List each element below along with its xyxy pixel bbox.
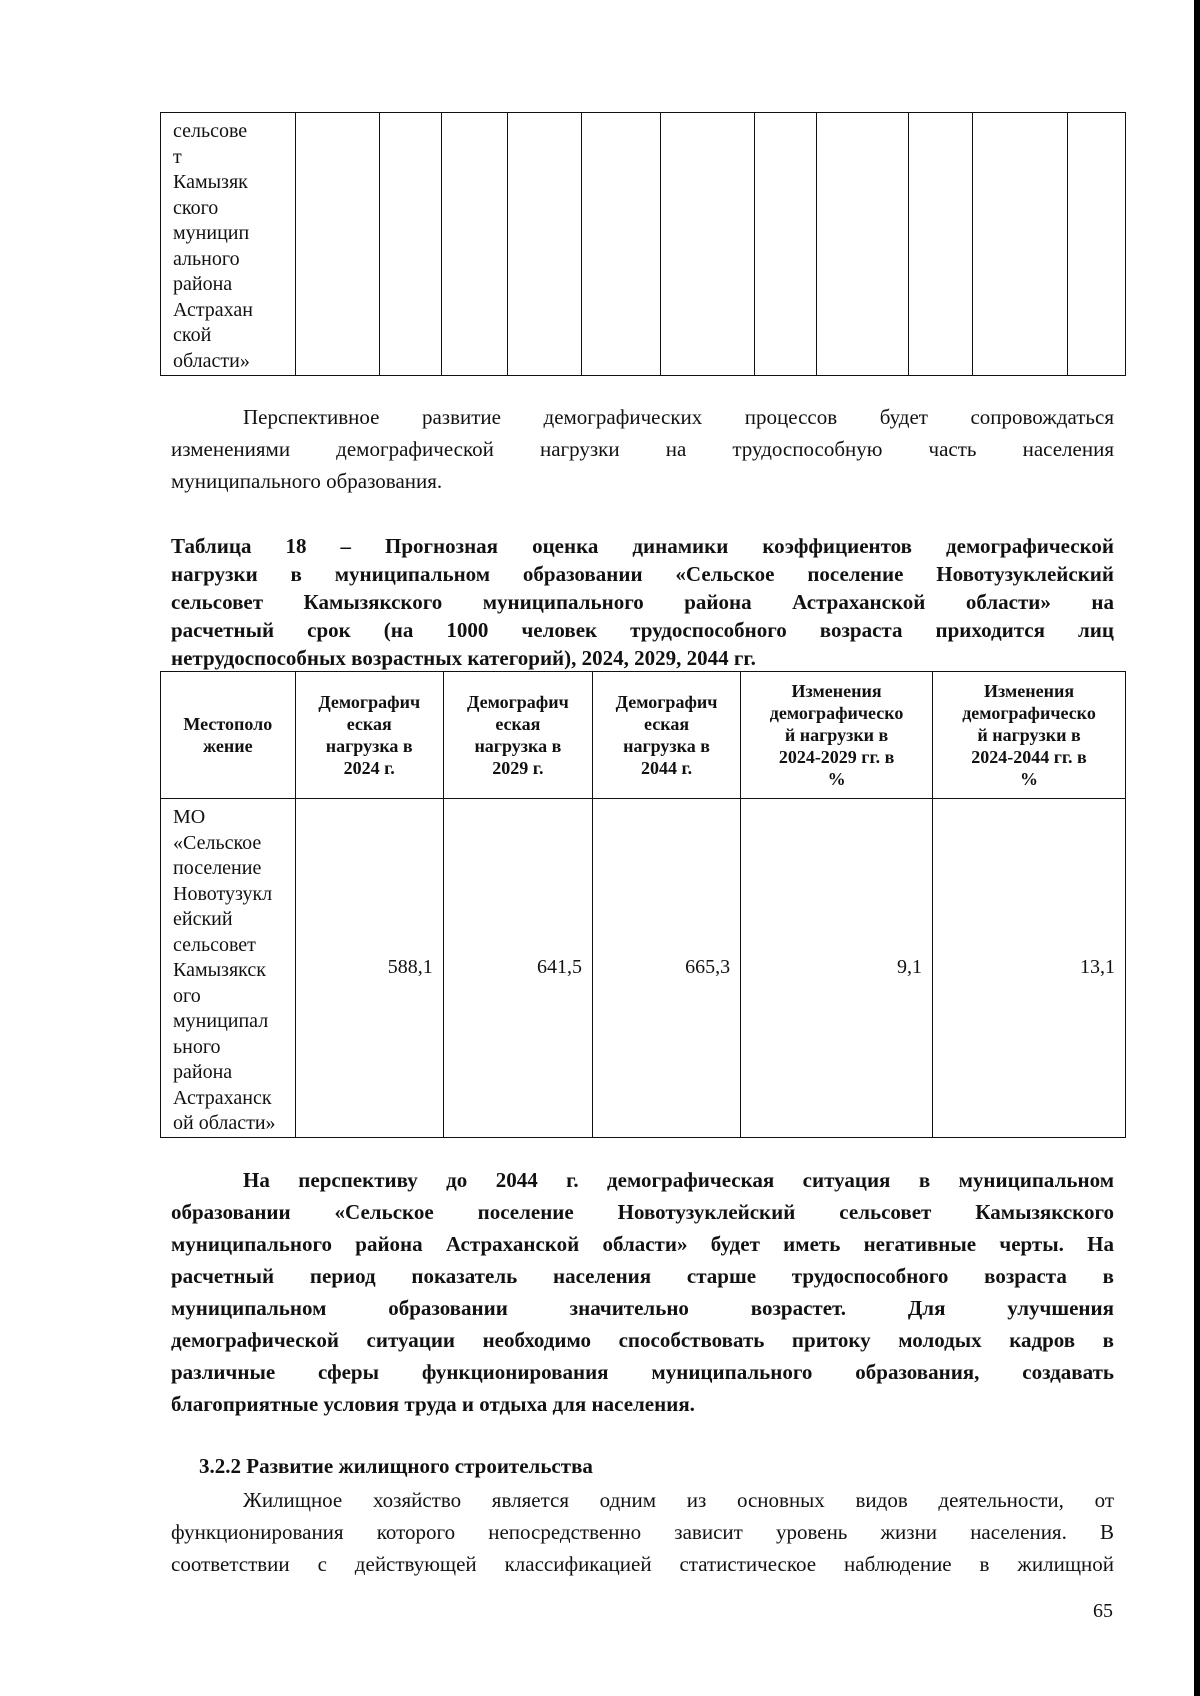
paragraph-intro <box>171 401 1114 497</box>
header-line: Демографич <box>318 692 421 712</box>
table-cell-empty <box>1067 113 1125 376</box>
header-line: Демографич <box>615 692 718 712</box>
cell-change-2024-2029: 9,1 <box>741 799 933 1138</box>
header-change-2024-2044 <box>933 672 1126 799</box>
cell-line: сельсове <box>173 120 248 142</box>
paragraph-line: расчетный период показатель населения старше трудоспособного возраста в <box>171 1264 1114 1288</box>
cell-line: ского <box>173 196 219 219</box>
header-line: 2024 г. <box>343 758 395 778</box>
table-cell-empty <box>972 113 1067 376</box>
paragraph-line: На перспективу до 2044 г. демографическая ситуация в муниципальном <box>243 1168 1114 1192</box>
table-continuation <box>160 112 1126 376</box>
table-cell-empty <box>508 113 582 376</box>
cell-line: ейский <box>173 908 233 930</box>
paragraph-line: демографической ситуации необходимо способствовать притоку молодых кадров в <box>171 1328 1114 1352</box>
cell-line: ого <box>173 984 201 1007</box>
header-line: % <box>827 769 846 789</box>
cell-line: «Сельское <box>173 831 262 854</box>
header-line: нагрузка в <box>623 736 710 756</box>
table-cell-empty <box>754 113 817 376</box>
header-line: еская <box>346 714 392 734</box>
paragraph-line: различные сферы функционирования муниципального образования, создавать <box>171 1360 1114 1384</box>
table-cell-empty <box>380 113 442 376</box>
table-header-row <box>161 672 1126 799</box>
cell-load-2044: 665,3 <box>592 799 740 1138</box>
cell-line: МО <box>173 806 206 828</box>
header-line: демографическо <box>962 703 1096 723</box>
cell-line: Новотузукл <box>173 882 273 905</box>
header-line: 2044 г. <box>640 758 693 778</box>
table-cell-empty <box>582 113 660 376</box>
caption-line: сельсовет Камызякского муниципального района Астраханской области» на <box>171 590 1114 614</box>
header-line: нагрузка в <box>474 736 562 756</box>
paragraph-line: муниципального образования. <box>171 469 443 493</box>
cell-line: района <box>173 273 233 295</box>
table-caption <box>171 532 1114 672</box>
paragraph-line: функционирования которого непосредственно зависит уровень жизни населения. В <box>171 1520 1114 1544</box>
header-line: 2024-2029 гг. в <box>778 747 895 767</box>
paragraph-line: Жилищное хозяйство является одним из основных видов деятельности, от <box>243 1488 1114 1512</box>
table-cell-empty <box>660 113 754 376</box>
cell-line: ьного <box>173 1035 221 1058</box>
caption-line: нагрузки в муниципальном образовании «Сельское поселение Новотузуклейский <box>171 562 1114 586</box>
paragraph-line: благоприятные условия труда и отдыха для населения. <box>171 1392 695 1416</box>
cell-line: ального <box>173 247 240 270</box>
cell-line: Астрахан <box>173 298 253 321</box>
paragraph-line: муниципальном образовании значительно возрастет. Для улучшения <box>171 1296 1114 1320</box>
cell-line: сельсовет <box>173 933 256 956</box>
cell-line: муницип <box>173 222 250 244</box>
cell-line: поселение <box>173 857 262 879</box>
header-load-2029 <box>443 672 592 799</box>
header-line: 2029 г. <box>492 758 544 778</box>
paragraph-line: образовании «Сельское поселение Новотузуклейский сельсовет Камызякского <box>171 1200 1114 1224</box>
header-line: Местополо <box>183 714 273 734</box>
page-number: 65 <box>1093 1600 1113 1622</box>
header-load-2024 <box>295 672 443 799</box>
cell-line: района <box>173 1061 233 1083</box>
header-line: 2024-2044 гг. в <box>971 747 1087 767</box>
table-cell-empty <box>441 113 508 376</box>
paragraph-line: муниципального района Астраханской области» будет иметь негативные черты. На <box>171 1232 1114 1256</box>
cell-line: Камызякск <box>173 959 266 981</box>
cell-line: Астраханск <box>173 1086 272 1109</box>
table-row <box>161 799 1126 1138</box>
section-title: 3.2.2 Развитие жилищного строительства <box>199 1454 593 1478</box>
table-cell-location <box>161 113 296 376</box>
header-line: еская <box>644 714 690 734</box>
cell-line: муниципал <box>173 1010 269 1032</box>
table-cell-empty <box>295 113 380 376</box>
cell-line: ской <box>173 324 212 346</box>
paragraph-conclusion <box>171 1164 1114 1420</box>
header-line: нагрузка в <box>325 736 413 756</box>
header-line: % <box>1020 769 1039 789</box>
paragraph-housing <box>171 1484 1114 1580</box>
header-line: жение <box>203 736 253 756</box>
cell-line: области» <box>173 349 250 372</box>
table-cell-empty <box>908 113 972 376</box>
header-line: й нагрузки в <box>784 725 889 745</box>
caption-line: расчетный срок (на 1000 человек трудоспособного возраста приходится лиц <box>171 618 1114 642</box>
cell-line: т <box>173 145 182 168</box>
cell-load-2024: 588,1 <box>295 799 443 1138</box>
header-location <box>161 672 296 799</box>
header-line: еская <box>495 714 541 734</box>
paragraph-line: соответствии с действующей классификацией статистическое наблюдение в жилищной <box>171 1552 1114 1576</box>
caption-line: Таблица 18 – Прогнозная оценка динамики коэффициентов демографической <box>171 534 1114 558</box>
cell-location <box>161 799 296 1138</box>
page-edge <box>1194 0 1200 1696</box>
header-line: Изменения <box>983 681 1075 701</box>
header-line: Изменения <box>791 681 882 701</box>
header-load-2044 <box>592 672 740 799</box>
demographic-load-table <box>160 671 1126 1138</box>
header-line: демографическо <box>769 703 904 723</box>
paragraph-line: изменениями демографической нагрузки на трудоспособную часть населения <box>171 437 1114 461</box>
cell-load-2029: 641,5 <box>443 799 592 1138</box>
header-change-2024-2029 <box>741 672 933 799</box>
header-line: й нагрузки в <box>977 725 1081 745</box>
cell-line: ой области» <box>173 1112 276 1134</box>
cell-change-2024-2044: 13,1 <box>933 799 1126 1138</box>
table-row <box>161 113 1126 376</box>
header-line: Демографич <box>466 692 569 712</box>
cell-line: Камызяк <box>173 171 248 193</box>
caption-line: нетрудоспособных возрастных категорий), 2024, 2029, 2044 гг. <box>171 646 756 670</box>
paragraph-line: Перспективное развитие демографических процессов будет сопровождаться <box>243 405 1114 429</box>
table-cell-empty <box>817 113 909 376</box>
